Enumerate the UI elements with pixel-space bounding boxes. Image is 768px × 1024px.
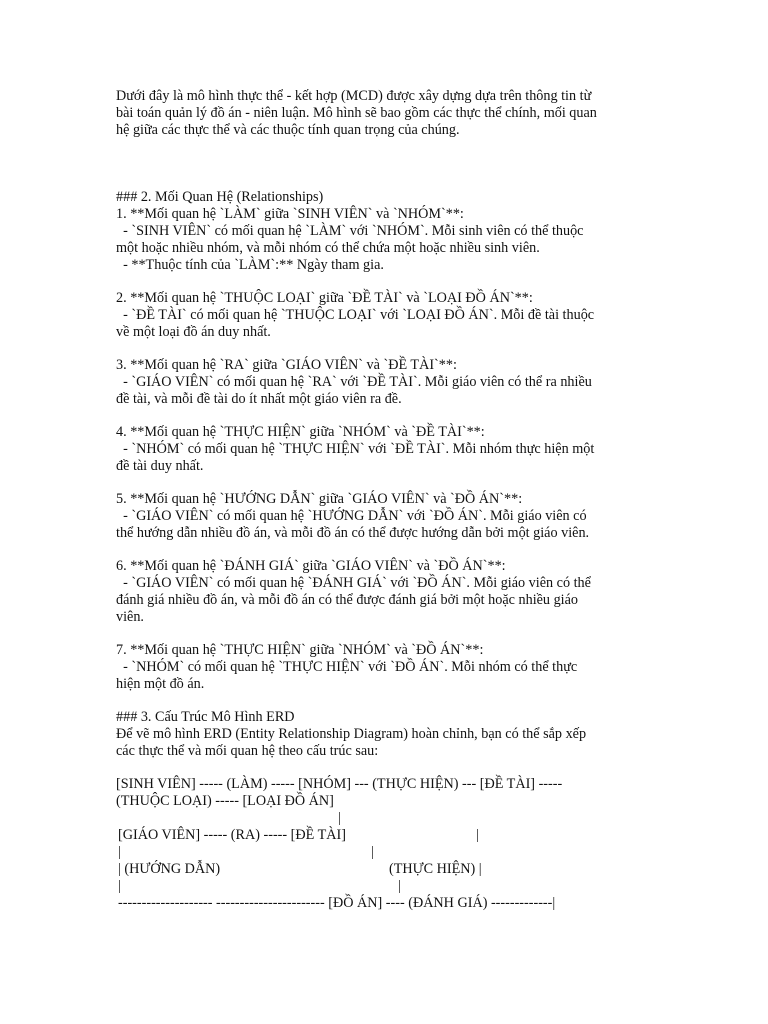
relationship-3-text: - `GIÁO VIÊN` có mối quan hệ `RA` với `ĐỀ TÀI`. Mỗi giáo viên có thể ra nhiều	[116, 374, 592, 390]
relationship-1-text: một hoặc nhiều nhóm, và mỗi nhóm có thể chứa một hoặc nhiều sinh viên.	[116, 240, 540, 256]
relationship-2-text: về một loại đồ án duy nhất.	[116, 324, 271, 340]
relationship-6-text: đánh giá nhiều đồ án, và mỗi đồ án có thể được đánh giá bởi một hoặc nhiều giáo	[116, 592, 578, 608]
erd-row-3: [GIÁO VIÊN] ----- (RA) ----- [ĐỀ TÀI]	[118, 827, 346, 843]
relationship-6-title: 6. **Mối quan hệ `ĐÁNH GIÁ` giữa `GIÁO VIÊN` và `ĐỒ ÁN`**:	[116, 558, 506, 574]
erd-connector: |	[398, 878, 401, 894]
erd-row-5-right: (THỰC HIỆN) |	[389, 861, 482, 877]
erd-row-1: [SINH VIÊN] ----- (LÀM) ----- [NHÓM] --- (THỰC HIỆN) --- [ĐỀ TÀI] -----	[116, 776, 563, 792]
relationship-7-text: - `NHÓM` có mối quan hệ `THỰC HIỆN` với `ĐỒ ÁN`. Mỗi nhóm có thể thực	[116, 659, 578, 675]
relationship-2-text: - `ĐỀ TÀI` có mối quan hệ `THUỘC LOẠI` với `LOẠI ĐỒ ÁN`. Mỗi đề tài thuộc	[116, 307, 595, 323]
relationship-5-title: 5. **Mối quan hệ `HƯỚNG DẪN` giữa `GIÁO VIÊN` và `ĐỒ ÁN`**:	[116, 491, 523, 507]
relationship-3-text: đề tài, và mỗi đề tài do ít nhất một giáo viên ra đề.	[116, 391, 402, 407]
relationship-1-attribute: - **Thuộc tính của `LÀM`:** Ngày tham gia.	[116, 257, 384, 273]
erd-row-5-left: | (HƯỚNG DẪN)	[118, 861, 221, 877]
relationship-7-text: hiện một đồ án.	[116, 676, 205, 692]
section-3-text: các thực thể và mối quan hệ theo cấu trúc sau:	[116, 743, 379, 759]
erd-connector: |	[371, 844, 374, 860]
relationship-5-text: - `GIÁO VIÊN` có mối quan hệ `HƯỚNG DẪN` với `ĐỒ ÁN`. Mỗi giáo viên có	[116, 508, 587, 524]
relationship-6-text: - `GIÁO VIÊN` có mối quan hệ `ĐÁNH GIÁ` với `ĐỒ ÁN`. Mỗi giáo viên có thể	[116, 575, 591, 591]
relationship-4-text: đề tài duy nhất.	[116, 458, 204, 474]
section-2-heading: ### 2. Mối Quan Hệ (Relationships)	[116, 189, 324, 205]
erd-row-7: -------------------- ----------------------- [ĐỒ ÁN] ---- (ĐÁNH GIÁ) -------------|	[118, 895, 556, 911]
erd-connector: |	[476, 827, 479, 843]
erd-connector: |	[118, 878, 121, 894]
section-3-heading: ### 3. Cấu Trúc Mô Hình ERD	[116, 709, 295, 725]
relationship-4-title: 4. **Mối quan hệ `THỰC HIỆN` giữa `NHÓM` và `ĐỀ TÀI`**:	[116, 424, 485, 440]
relationship-1-title: 1. **Mối quan hệ `LÀM` giữa `SINH VIÊN` và `NHÓM`**:	[116, 206, 464, 222]
erd-row-1-cont: (THUỘC LOẠI) ----- [LOẠI ĐỒ ÁN]	[116, 793, 334, 809]
erd-connector: |	[118, 844, 121, 860]
relationship-1-text: - `SINH VIÊN` có mối quan hệ `LÀM` với `NHÓM`. Mỗi sinh viên có thể thuộc	[116, 223, 584, 239]
section-3-text: Để vẽ mô hình ERD (Entity Relationship Diagram) hoàn chỉnh, bạn có thể sắp xếp	[116, 726, 587, 742]
relationship-6-text: viên.	[116, 609, 144, 625]
intro-line-3: hệ giữa các thực thể và các thuộc tính quan trọng của chúng.	[116, 122, 460, 138]
intro-line-1: Dưới đây là mô hình thực thể - kết hợp (MCD) được xây dựng dựa trên thông tin từ	[116, 88, 592, 104]
relationship-2-title: 2. **Mối quan hệ `THUỘC LOẠI` giữa `ĐỀ TÀI` và `LOẠI ĐỒ ÁN`**:	[116, 290, 533, 306]
intro-line-2: bài toán quản lý đồ án - niên luận. Mô hình sẽ bao gồm các thực thể chính, mối quan	[116, 105, 597, 121]
relationship-5-text: thể hướng dẫn nhiều đồ án, và mỗi đồ án có thể được hướng dẫn bởi một giáo viên.	[116, 525, 590, 541]
erd-connector: |	[338, 810, 341, 826]
relationship-7-title: 7. **Mối quan hệ `THỰC HIỆN` giữa `NHÓM` và `ĐỒ ÁN`**:	[116, 642, 484, 658]
relationship-3-title: 3. **Mối quan hệ `RA` giữa `GIÁO VIÊN` và `ĐỀ TÀI`**:	[116, 357, 457, 373]
relationship-4-text: - `NHÓM` có mối quan hệ `THỰC HIỆN` với `ĐỀ TÀI`. Mỗi nhóm thực hiện một	[116, 441, 595, 457]
